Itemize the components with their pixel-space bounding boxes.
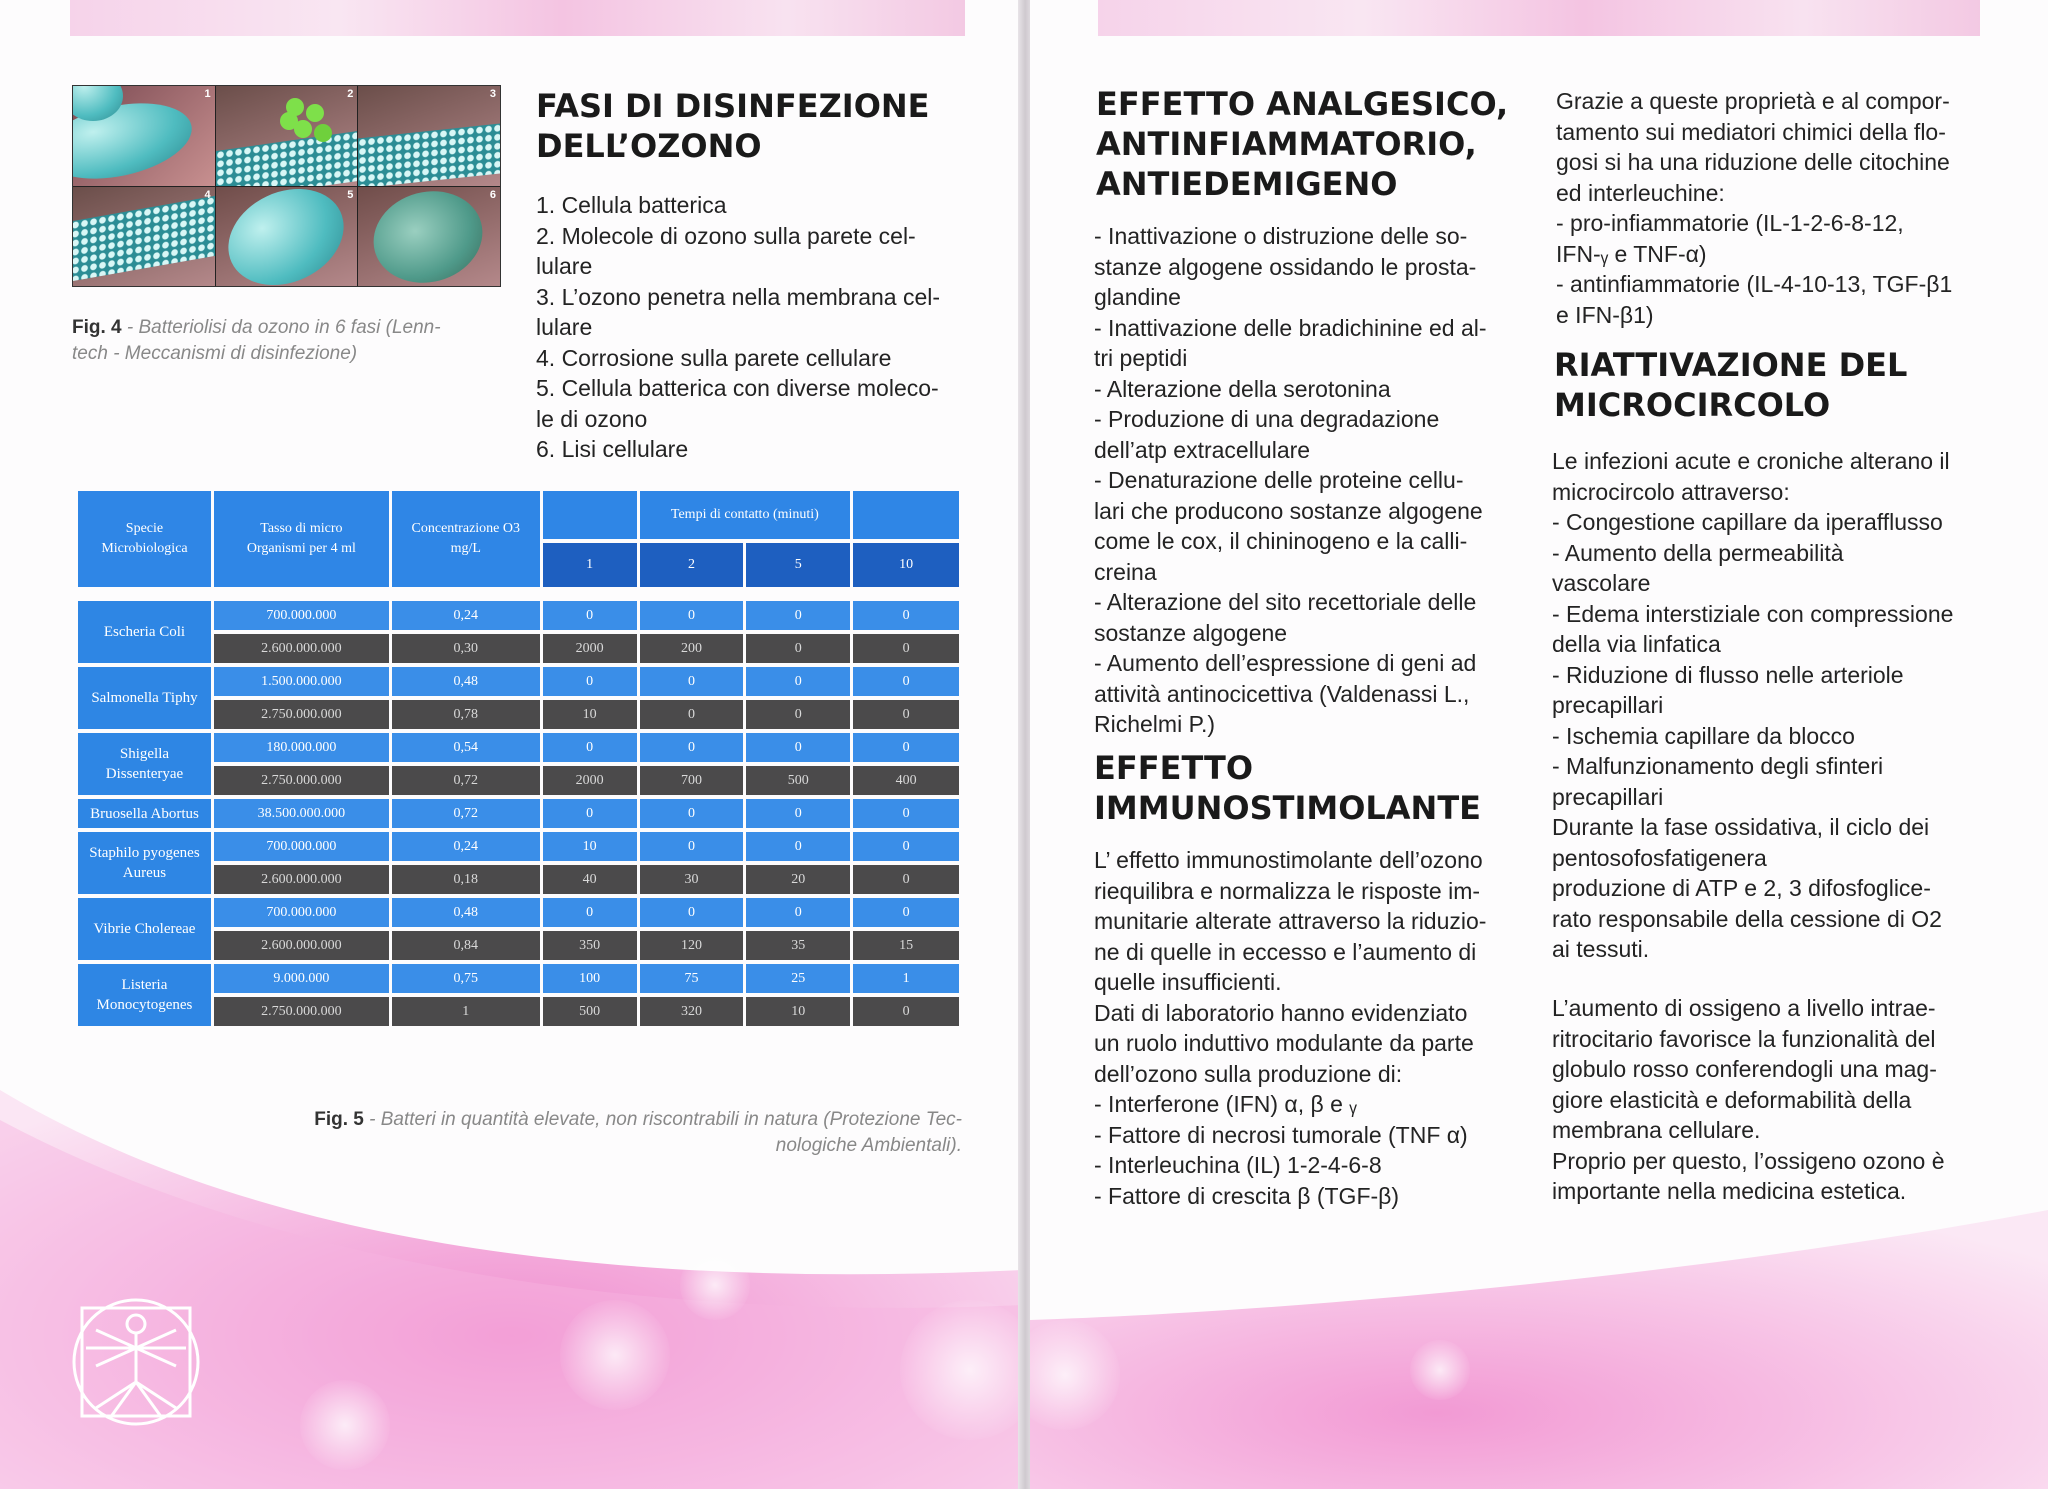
concentration-cell: 0,72 — [392, 766, 540, 795]
bubble-decoration — [1410, 1340, 1470, 1400]
concentration-cell: 0,72 — [392, 799, 540, 828]
top-decorative-strip — [70, 0, 965, 36]
table-row — [78, 667, 959, 696]
contact-time-cell: 0 — [853, 832, 959, 861]
text-line: Grazie a queste proprietà e al compor- — [1556, 88, 1950, 114]
text-line: vascolare — [1552, 570, 1651, 596]
text-line: - Fattore di crescita β (TGF-β) — [1094, 1182, 1400, 1209]
heading-line: DELL’OZONO — [536, 127, 762, 165]
fig4-text: - Batteriolisi da ozono in 6 fasi (Lenn- — [121, 317, 441, 338]
text-line: dell’ozono sulla produzione di: — [1094, 1060, 1403, 1087]
panel-number: 6 — [489, 188, 496, 201]
oxygen-paragraph — [1552, 993, 1992, 1207]
contact-time-cell: 20 — [746, 865, 850, 894]
left-page — [0, 0, 1022, 1489]
text-line: ed interleuchine: — [1556, 179, 1725, 206]
contact-time-cell: 0 — [853, 634, 959, 663]
image-panel — [73, 86, 215, 186]
header-species: Specie Microbiologica — [78, 491, 211, 587]
rate-cell: 2.600.000.000 — [214, 634, 389, 663]
text-line: - Alterazione della serotonina — [1094, 375, 1391, 402]
contact-time-cell: 0 — [640, 898, 744, 927]
rate-cell: 9.000.000 — [214, 964, 389, 993]
species-cell: Salmonella Tiphy — [78, 667, 211, 729]
text-line: - Inattivazione delle bradichinine ed al- — [1094, 314, 1487, 341]
text-line: - Aumento della permeabilità — [1552, 539, 1844, 566]
contact-time-cell: 0 — [853, 601, 959, 630]
contact-time-cell: 0 — [746, 832, 850, 861]
text-line: riequilibra e normalizza le risposte im- — [1094, 877, 1481, 904]
text-line: - Denaturazione delle proteine cellu- — [1094, 467, 1464, 493]
right-page — [1030, 0, 2048, 1489]
immuno-paragraph — [1094, 845, 1526, 1211]
fig4-text: tech - Meccanismi di disinfezione) — [72, 343, 358, 364]
contact-time-cell: 0 — [853, 898, 959, 927]
panel-number: 2 — [347, 88, 354, 100]
table-row — [78, 964, 959, 993]
rate-cell: 2.750.000.000 — [214, 766, 389, 795]
text-line: tamento sui mediatori chimici della flo- — [1556, 118, 1946, 145]
contact-time-cell: 0 — [746, 700, 850, 729]
text-line: Le infezioni acute e croniche alterano il — [1552, 448, 1950, 474]
text-line: precapillari — [1552, 783, 1664, 810]
text-line: - Interferone (IFN) α, β e ᵧ — [1094, 1091, 1357, 1117]
contact-time-cell: 2000 — [543, 634, 637, 663]
rate-cell: 2.750.000.000 — [214, 997, 389, 1026]
concentration-cell: 0,24 — [392, 601, 540, 630]
text-line: lulare — [536, 253, 593, 279]
contact-time-cell: 30 — [640, 865, 744, 894]
text-line: 5. Cellula batterica con diverse moleco- — [536, 375, 939, 401]
table-header-row — [78, 491, 959, 539]
text-line: Durante la fase ossidativa, il ciclo dei — [1552, 814, 1930, 840]
fig4-caption — [72, 315, 512, 367]
contact-time-cell: 700 — [640, 766, 744, 795]
contact-time-cell: 35 — [746, 931, 850, 960]
text-line: - pro-infiammatorie (IL-1-2-6-8-12, — [1556, 210, 1904, 236]
text-line: - Congestione capillare da iperafflusso — [1552, 509, 1943, 535]
fig4-label: Fig. 4 — [72, 317, 122, 338]
text-line: sostanze algogene — [1094, 619, 1288, 646]
contact-time-cell: 0 — [543, 799, 637, 828]
contact-time-cell: 0 — [746, 634, 850, 663]
contact-time-cell: 0 — [853, 865, 959, 894]
contact-time-cell: 10 — [746, 997, 850, 1026]
text-line: dell’atp extracellulare — [1094, 436, 1311, 463]
text-line: - Alterazione del sito recettoriale delle — [1094, 589, 1477, 615]
analgesic-heading — [1096, 84, 1508, 204]
contact-time-cell: 200 — [640, 634, 744, 663]
concentration-cell: 0,84 — [392, 931, 540, 960]
text-line: - Edema interstiziale con compressione — [1552, 600, 1954, 627]
text-line: lari che producono sostanze algogene — [1094, 497, 1483, 524]
text-line: come le cox, il chininogeno e la calli- — [1094, 528, 1468, 554]
heading-line: EFFETTO — [1094, 749, 1254, 787]
rate-cell: 38.500.000.000 — [214, 799, 389, 828]
contact-time-cell: 500 — [543, 997, 637, 1026]
contact-time-cell: 0 — [746, 733, 850, 762]
image-panel — [73, 187, 215, 287]
contact-time-cell: 1 — [853, 964, 959, 993]
table-row — [78, 832, 959, 861]
concentration-cell: 1 — [392, 997, 540, 1026]
contact-time-cell: 0 — [853, 667, 959, 696]
contact-time-cell: 400 — [853, 766, 959, 795]
table-spacer-cell — [78, 591, 959, 597]
rate-cell: 2.750.000.000 — [214, 700, 389, 729]
text-line: Dati di laboratorio hanno evidenziato — [1094, 999, 1468, 1026]
text-line: - Malfunzionamento degli sfinteri — [1552, 753, 1884, 779]
contact-time-cell: 0 — [543, 898, 637, 927]
header-blank — [543, 491, 637, 539]
table-spacer — [78, 591, 959, 597]
table-row — [78, 601, 959, 630]
text-line: - antinfiammatorie (IL-4-10-13, TGF-β1 — [1556, 271, 1953, 297]
cytokine-intro — [1556, 86, 1996, 330]
contact-time-cell: 320 — [640, 997, 744, 1026]
panel-number: 5 — [347, 188, 354, 201]
text-line: creina — [1094, 558, 1157, 585]
text-line: pentosofosfatigenera — [1552, 844, 1767, 871]
contact-time-cell: 120 — [640, 931, 744, 960]
text-line: munitarie alterate attraverso la riduzio- — [1094, 908, 1487, 934]
fig5-text: - Batteri in quantità elevate, non riscontrabili in natura (Protezione Tec- — [363, 1109, 962, 1130]
contact-time-cell: 0 — [543, 667, 637, 696]
bacteria-ozone-table — [75, 487, 962, 1030]
contact-time-cell: 0 — [746, 799, 850, 828]
vitruvian-man-logo — [66, 1290, 206, 1430]
heading-line: RIATTIVAZIONE DEL — [1554, 346, 1908, 384]
contact-time-cell: 0 — [640, 700, 744, 729]
contact-time-cell: 0 — [746, 898, 850, 927]
contact-time-cell: 75 — [640, 964, 744, 993]
text-line: le di ozono — [536, 405, 648, 432]
table-row — [78, 799, 959, 828]
contact-time-cell: 0 — [853, 799, 959, 828]
rate-cell: 180.000.000 — [214, 733, 389, 762]
fig5-caption — [212, 1107, 962, 1159]
species-cell: Staphilo pyogenes Aureus — [78, 832, 211, 894]
rate-cell: 700.000.000 — [214, 898, 389, 927]
text-line: tri peptidi — [1094, 345, 1188, 371]
heading-line: IMMUNOSTIMOLANTE — [1094, 789, 1482, 827]
analgesic-effects-list — [1094, 221, 1526, 740]
text-line: 4. Corrosione sulla parete cellulare — [536, 344, 892, 371]
text-line: lulare — [536, 314, 593, 340]
text-line: 6. Lisi cellulare — [536, 436, 689, 462]
contact-time-cell: 2000 — [543, 766, 637, 795]
concentration-cell: 0,54 — [392, 733, 540, 762]
image-panel — [358, 86, 500, 186]
top-decorative-strip — [1098, 0, 1980, 36]
text-line: ai tessuti. — [1552, 936, 1650, 962]
microcircle-paragraph — [1552, 446, 1992, 965]
concentration-cell: 0,24 — [392, 832, 540, 861]
header-blank — [853, 491, 959, 539]
text-line: - Fattore di necrosi tumorale (TNF α) — [1094, 1121, 1468, 1148]
text-line: glandine — [1094, 284, 1181, 310]
text-line: giore elasticità e deformabilità della — [1552, 1086, 1912, 1113]
text-line: 2. Molecole di ozono sulla parete cel- — [536, 222, 916, 249]
text-line: un ruolo induttivo modulante da parte — [1094, 1030, 1474, 1056]
text-line: produzione di ATP e 2, 3 difosfoglice- — [1552, 875, 1931, 901]
contact-time-cell: 0 — [853, 700, 959, 729]
concentration-cell: 0,75 — [392, 964, 540, 993]
immuno-heading — [1094, 748, 1481, 828]
text-line: - Aumento dell’espressione di geni ad — [1094, 650, 1477, 676]
contact-time-cell: 10 — [543, 832, 637, 861]
contact-time-cell: 0 — [746, 667, 850, 696]
concentration-cell: 0,18 — [392, 865, 540, 894]
rate-cell: 2.600.000.000 — [214, 931, 389, 960]
text-line: attività antinocicettiva (Valdenassi L., — [1094, 680, 1470, 707]
header-rate: Tasso di micro Organismi per 4 ml — [214, 491, 389, 587]
contact-time-cell: 15 — [853, 931, 959, 960]
text-line: 3. L’ozono penetra nella membrana cel- — [536, 283, 941, 310]
concentration-cell: 0,48 — [392, 898, 540, 927]
text-line: L’aumento di ossigeno a livello intrae- — [1552, 995, 1936, 1021]
panel-number: 4 — [204, 188, 211, 201]
bubble-decoration — [560, 1300, 670, 1410]
rate-cell: 2.600.000.000 — [214, 865, 389, 894]
contact-time-cell: 0 — [746, 601, 850, 630]
species-cell: Shigella Dissenteryae — [78, 733, 211, 795]
text-line: - Produzione di una degradazione — [1094, 406, 1440, 432]
species-cell: Vibrie Cholereae — [78, 898, 211, 960]
contact-time-cell: 500 — [746, 766, 850, 795]
text-line: della via linfatica — [1552, 631, 1721, 657]
image-panel — [358, 187, 500, 287]
text-line: L’ effetto immunostimolante dell’ozono — [1094, 847, 1483, 873]
contact-time-cell: 0 — [853, 997, 959, 1026]
text-line: importante nella medicina estetica. — [1552, 1178, 1907, 1204]
contact-time-cell: 0 — [543, 601, 637, 630]
heading-line: FASI DI DISINFEZIONE — [536, 87, 930, 125]
phases-list — [536, 190, 976, 465]
contact-time-cell: 0 — [640, 667, 744, 696]
text-line: - Riduzione di flusso nelle arteriole — [1552, 661, 1904, 688]
text-line: rato responsabile della cessione di O2 — [1552, 905, 1942, 932]
image-panel — [216, 86, 358, 186]
concentration-cell: 0,48 — [392, 667, 540, 696]
text-line: - Inattivazione o distruzione delle so- — [1094, 223, 1468, 249]
text-line: precapillari — [1552, 692, 1664, 718]
table-row — [78, 898, 959, 927]
header-minute: 1 — [543, 543, 637, 587]
contact-time-cell: 0 — [543, 733, 637, 762]
contact-time-cell: 0 — [853, 733, 959, 762]
ozone-phases-image — [72, 85, 501, 287]
text-line: IFN-ᵧ e TNF-α) — [1556, 240, 1707, 267]
contact-time-cell: 25 — [746, 964, 850, 993]
fig5-label: Fig. 5 — [314, 1109, 364, 1130]
text-line: stanze algogene ossidando le prosta- — [1094, 253, 1477, 280]
rate-cell: 700.000.000 — [214, 832, 389, 861]
text-line: - Interleuchina (IL) 1-2-4-6-8 — [1094, 1152, 1382, 1178]
species-cell: Escheria Coli — [78, 601, 211, 663]
text-line: ne di quelle in eccesso e l’aumento di — [1094, 938, 1477, 965]
header-minute: 2 — [640, 543, 744, 587]
species-cell: Bruosella Abortus — [78, 799, 211, 828]
table-row — [78, 733, 959, 762]
concentration-cell: 0,78 — [392, 700, 540, 729]
contact-time-cell: 0 — [640, 799, 744, 828]
concentration-cell: 0,30 — [392, 634, 540, 663]
header-contact-times: Tempi di contatto (minuti) — [640, 491, 851, 539]
rate-cell: 1.500.000.000 — [214, 667, 389, 696]
image-panel — [216, 187, 358, 287]
text-line: microcircolo attraverso: — [1552, 478, 1790, 505]
text-line: ritrocitario favorisce la funzionalità del — [1552, 1025, 1936, 1052]
pink-wave-decoration — [1030, 1210, 2048, 1489]
species-cell: Listeria Monocytogenes — [78, 964, 211, 1026]
contact-time-cell: 100 — [543, 964, 637, 993]
bubble-decoration — [680, 1250, 750, 1320]
text-line: Proprio per questo, l’ossigeno ozono è — [1552, 1147, 1945, 1174]
contact-time-cell: 0 — [640, 832, 744, 861]
fig5-text: nologiche Ambientali). — [775, 1135, 962, 1156]
text-line: e IFN-β1) — [1556, 301, 1654, 328]
text-line: globulo rosso conferendogli una mag- — [1552, 1056, 1937, 1082]
contact-time-cell: 0 — [640, 601, 744, 630]
text-line: Richelmi P.) — [1094, 711, 1215, 737]
bubble-decoration — [300, 1380, 390, 1470]
text-line: membrana cellulare. — [1552, 1117, 1761, 1143]
text-line: quelle insufficienti. — [1094, 969, 1282, 995]
heading-line: MICROCIRCOLO — [1554, 386, 1831, 424]
panel-number: 1 — [204, 88, 211, 100]
phases-heading — [536, 86, 930, 166]
rate-cell: 700.000.000 — [214, 601, 389, 630]
header-minute: 5 — [746, 543, 850, 587]
heading-line: ANTIEDEMIGENO — [1096, 165, 1398, 203]
heading-line: ANTINFIAMMATORIO, — [1096, 125, 1477, 163]
text-line: - Ischemia capillare da blocco — [1552, 722, 1855, 749]
microcircle-heading — [1554, 345, 1907, 425]
text-line: gosi si ha una riduzione delle citochine — [1556, 149, 1950, 175]
header-minute: 10 — [853, 543, 959, 587]
header-concentration: Concentrazione O3 mg/L — [392, 491, 540, 587]
contact-time-cell: 350 — [543, 931, 637, 960]
contact-time-cell: 10 — [543, 700, 637, 729]
heading-line: EFFETTO ANALGESICO, — [1096, 85, 1509, 123]
contact-time-cell: 40 — [543, 865, 637, 894]
panel-number: 3 — [489, 88, 496, 100]
text-line: 1. Cellula batterica — [536, 192, 727, 218]
contact-time-cell: 0 — [640, 733, 744, 762]
